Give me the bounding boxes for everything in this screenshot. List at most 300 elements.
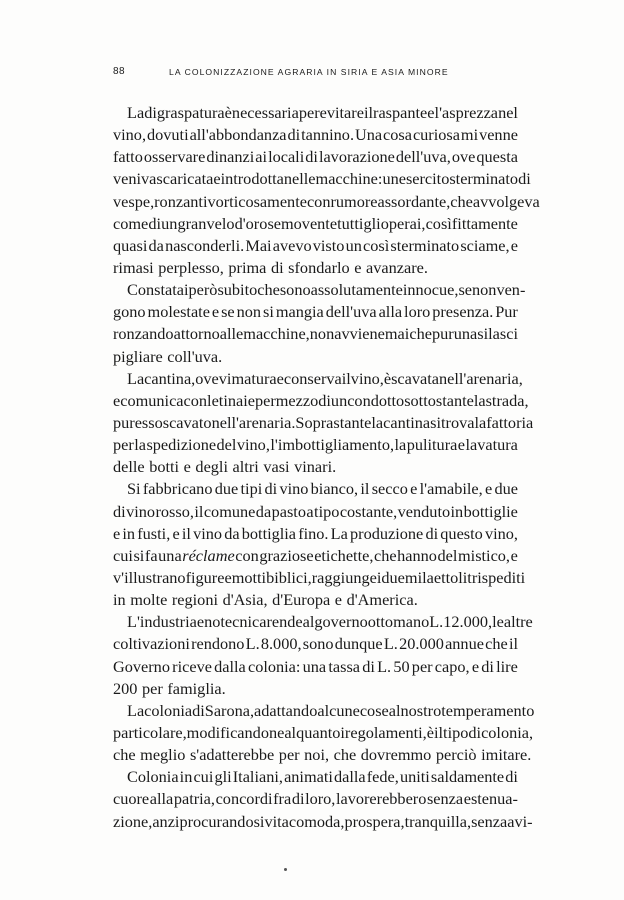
word: bottiglia xyxy=(241,523,297,543)
page-number: 88 xyxy=(113,66,126,77)
word: gli xyxy=(363,213,381,233)
word: fino. xyxy=(298,523,329,543)
word: rendono xyxy=(191,634,245,654)
word: il xyxy=(181,523,191,543)
word: scavato xyxy=(162,412,212,432)
word: meglio xyxy=(140,745,186,765)
word: dovremmo xyxy=(360,745,432,765)
word: vino, xyxy=(484,523,518,543)
word: concordi xyxy=(215,789,273,809)
word: il xyxy=(363,103,374,122)
word: ven- xyxy=(496,280,526,300)
word: tinaie xyxy=(218,390,255,410)
word: evitare xyxy=(319,103,364,122)
word: tipi xyxy=(240,479,263,499)
word: che xyxy=(450,191,473,211)
word: e xyxy=(113,523,121,543)
word: e xyxy=(211,302,220,322)
word: del xyxy=(216,435,237,455)
text-line xyxy=(113,744,532,766)
word: lavorazione xyxy=(318,147,395,167)
word: in xyxy=(113,590,126,610)
word: senza xyxy=(471,811,508,831)
word: il xyxy=(341,368,351,388)
word: si xyxy=(133,545,145,565)
word: alquanto xyxy=(284,722,341,742)
word: assordante, xyxy=(377,191,451,211)
word: patria, xyxy=(173,789,215,809)
word: che xyxy=(409,324,432,344)
word: strada, xyxy=(485,390,529,410)
word: per xyxy=(254,390,276,410)
word: La xyxy=(127,368,145,388)
word: cui xyxy=(113,545,133,565)
word: in xyxy=(450,501,464,521)
word: al xyxy=(302,612,315,632)
word: degli xyxy=(195,457,228,477)
word: colonia xyxy=(144,700,193,720)
word: ai xyxy=(255,147,268,167)
word: fittamente xyxy=(451,213,518,233)
word: cosa xyxy=(383,125,412,145)
word: vespe, xyxy=(113,191,155,211)
word: vinari. xyxy=(294,457,337,477)
text-line xyxy=(113,456,518,478)
word: non xyxy=(472,280,497,300)
word: biblici, xyxy=(266,567,312,587)
word: si xyxy=(430,412,442,432)
word: ronzanti xyxy=(154,191,208,211)
word: L'industria xyxy=(127,612,197,632)
word: ettolitri xyxy=(433,567,482,587)
word: annue xyxy=(445,634,484,654)
word: loro, xyxy=(305,789,336,809)
word: altre xyxy=(503,612,533,632)
word: non xyxy=(309,324,335,344)
word: però xyxy=(188,280,218,300)
word: l'imbottigliamento, xyxy=(270,435,395,455)
word: venne xyxy=(479,125,518,145)
word: nostro xyxy=(400,700,442,720)
word: che xyxy=(485,634,508,654)
word: macchine: xyxy=(315,169,383,189)
word: di xyxy=(468,722,482,742)
word: vino, xyxy=(350,368,384,388)
word: se xyxy=(458,280,473,300)
word: che xyxy=(113,745,136,765)
word: lire xyxy=(496,656,518,676)
word: e xyxy=(510,235,518,255)
word: di xyxy=(505,767,518,787)
word: Governo xyxy=(113,656,170,676)
word: e xyxy=(334,590,343,610)
word: condotto xyxy=(347,390,405,410)
word: tassa xyxy=(328,656,361,676)
word: per xyxy=(113,435,134,455)
word: sterminato xyxy=(449,169,519,189)
word: scavata xyxy=(391,368,439,388)
word: avi- xyxy=(507,811,533,831)
text-line xyxy=(113,611,533,633)
word: le xyxy=(207,390,219,410)
word: una xyxy=(453,324,478,344)
word: lasci xyxy=(488,324,518,344)
word: uniti xyxy=(399,767,430,787)
word: d'Asia, xyxy=(222,590,268,610)
word: da xyxy=(224,523,240,543)
word: vi xyxy=(218,368,232,388)
word: delle xyxy=(113,457,145,477)
word: le xyxy=(492,612,504,632)
word: dalla xyxy=(214,656,246,676)
word: in xyxy=(122,523,136,543)
word: gono xyxy=(113,302,146,322)
word: cui xyxy=(193,767,214,787)
word: pulitura xyxy=(406,435,458,455)
word: mezzo xyxy=(275,390,319,410)
word: colonia: xyxy=(247,656,301,676)
word: zione, xyxy=(113,811,153,831)
word: per xyxy=(141,678,163,698)
text-line xyxy=(113,434,518,456)
word: rumore xyxy=(330,191,378,211)
text-line xyxy=(113,700,535,722)
word: osservare xyxy=(143,147,206,167)
text-line xyxy=(113,656,518,678)
word: alle xyxy=(219,324,244,344)
word: ove xyxy=(195,368,219,388)
word: come xyxy=(113,213,149,233)
word: prima xyxy=(228,257,267,277)
word: all'abbondanza xyxy=(189,125,287,145)
word: vasi xyxy=(263,457,290,477)
print-speck xyxy=(284,868,287,871)
word: bottiglie xyxy=(463,501,518,521)
word: 8.000, xyxy=(260,634,302,654)
word: sono xyxy=(302,634,334,654)
word: Una xyxy=(354,125,383,145)
word: particolare, xyxy=(113,722,187,742)
word: nell'arenaria, xyxy=(438,368,523,388)
text-line xyxy=(113,567,526,589)
word: con xyxy=(306,191,331,211)
word: e xyxy=(427,103,435,122)
word: nelle xyxy=(283,169,316,189)
word: 200 xyxy=(113,678,138,698)
word: cantina, xyxy=(144,368,196,388)
word: procurandosi xyxy=(179,811,265,831)
text-line xyxy=(113,301,518,323)
word: visto xyxy=(312,235,345,255)
word: per xyxy=(411,656,433,676)
word: del xyxy=(437,545,458,565)
word: graziose xyxy=(259,545,314,565)
word: tranquilla, xyxy=(404,811,472,831)
word: di xyxy=(481,656,494,676)
word: che xyxy=(333,745,357,765)
text-line xyxy=(113,478,518,500)
text-line xyxy=(113,346,518,368)
word: famiglia. xyxy=(167,678,226,698)
word: 50 xyxy=(393,656,410,676)
word: anzi xyxy=(152,811,180,831)
word: due xyxy=(381,567,405,587)
word: pur xyxy=(431,324,454,344)
word: La xyxy=(330,523,348,543)
word: macchine, xyxy=(243,324,310,344)
word: che xyxy=(257,280,280,300)
word: avvolgeva xyxy=(472,191,540,211)
word: spediti xyxy=(481,567,526,587)
word: cose xyxy=(359,700,389,720)
word: e xyxy=(354,257,362,277)
word: e xyxy=(172,523,180,543)
word: motti xyxy=(231,567,267,587)
word: conserva xyxy=(283,368,342,388)
word: tutti xyxy=(337,213,364,233)
word: di xyxy=(287,125,301,145)
word: venduto xyxy=(397,501,451,521)
text-line xyxy=(113,545,518,567)
word: un xyxy=(330,390,348,410)
word: digraspatura xyxy=(144,103,225,122)
word: raggiunge xyxy=(311,567,377,587)
word: 20.000 xyxy=(399,634,444,654)
word: mistico, xyxy=(458,545,511,565)
word: di xyxy=(113,501,126,521)
word: esercito xyxy=(398,169,450,189)
word: di xyxy=(305,147,318,167)
text-line xyxy=(113,257,518,279)
word: rimasi xyxy=(113,257,154,277)
word: così xyxy=(363,235,390,255)
text-line xyxy=(113,146,518,168)
word: questo xyxy=(440,523,483,543)
word: d'America. xyxy=(346,590,418,610)
word: estenua- xyxy=(463,789,518,809)
word: alla xyxy=(149,789,174,809)
word: e xyxy=(457,435,466,455)
word: locali xyxy=(268,147,305,167)
word: una xyxy=(158,545,182,565)
word: governo xyxy=(314,612,368,632)
word: attorno xyxy=(173,324,220,344)
word: di xyxy=(291,789,305,809)
word: sfondarlo xyxy=(288,257,350,277)
word: così xyxy=(425,213,452,233)
word: per xyxy=(278,745,300,765)
word: L. xyxy=(377,656,392,676)
word: curiosa xyxy=(412,125,460,145)
word: si xyxy=(477,324,489,344)
word: l'asprezza xyxy=(434,103,499,122)
text-line xyxy=(113,191,540,213)
word: trova xyxy=(441,412,475,432)
word: hanno xyxy=(397,545,437,565)
word: fatto xyxy=(113,147,143,167)
word: semovente xyxy=(267,213,338,233)
word: animati xyxy=(284,767,333,787)
word: l'amabile, xyxy=(419,479,483,499)
word: al xyxy=(388,700,401,720)
word: colonia, xyxy=(481,722,534,742)
word: di xyxy=(148,213,162,233)
word: assolutamente xyxy=(310,280,403,300)
word: pur xyxy=(113,412,135,432)
word: lavorerebbero xyxy=(335,789,427,809)
word: fede, xyxy=(366,767,399,787)
text-line xyxy=(113,124,518,146)
word: enotecnica xyxy=(196,612,267,632)
text-line xyxy=(113,589,518,611)
word: botti xyxy=(149,457,180,477)
word: è xyxy=(426,722,434,742)
body-text xyxy=(113,102,540,833)
word: il xyxy=(433,722,444,742)
word: vino xyxy=(193,523,223,543)
word: secco xyxy=(371,479,408,499)
word: L. xyxy=(383,634,398,654)
word: vorticosamente xyxy=(207,191,307,211)
text-line xyxy=(113,102,518,124)
word: coltivazioni xyxy=(113,634,190,654)
word: avviene xyxy=(334,324,385,344)
word: cantina xyxy=(383,412,431,432)
word: prospera, xyxy=(344,811,405,831)
word: e xyxy=(276,368,284,388)
word: dovuti xyxy=(146,125,189,145)
word: La xyxy=(127,700,145,720)
word: adattando xyxy=(254,700,318,720)
word: d'oro xyxy=(234,213,268,233)
word: Sarona, xyxy=(204,700,255,720)
word: Colonia xyxy=(127,767,179,787)
word: a xyxy=(306,501,314,521)
word: fattoria xyxy=(486,412,534,432)
word: il xyxy=(508,634,518,654)
page-header xyxy=(113,66,518,82)
word: velo xyxy=(206,213,235,233)
word: la xyxy=(371,412,384,432)
word: v'illustrano xyxy=(113,567,186,587)
word: subito xyxy=(217,280,258,300)
word: molestate xyxy=(147,302,210,322)
word: la xyxy=(473,390,486,410)
word: regolamenti, xyxy=(344,722,427,742)
word: due xyxy=(494,479,518,499)
word: vino, xyxy=(236,435,270,455)
text-line xyxy=(113,766,518,788)
word: avanzare. xyxy=(366,257,428,277)
word: s'adatterebbe xyxy=(189,745,275,765)
word: in xyxy=(179,767,193,787)
word: vita xyxy=(264,811,289,831)
word: spedizione xyxy=(146,435,217,455)
word: e xyxy=(213,169,221,189)
word: bianco, xyxy=(310,479,359,499)
word: quasi xyxy=(113,235,148,255)
word: sono xyxy=(279,280,311,300)
word: capo, xyxy=(434,656,470,676)
word: fra xyxy=(273,789,292,809)
word: esso xyxy=(134,412,163,432)
word: necessaria xyxy=(231,103,299,122)
word: due xyxy=(214,479,239,499)
word: questa xyxy=(476,147,518,167)
word: e xyxy=(510,545,518,565)
word: di xyxy=(518,169,531,189)
word: un xyxy=(382,169,399,189)
word: matura xyxy=(231,368,277,388)
word: L. xyxy=(245,634,260,654)
word: per xyxy=(298,103,320,122)
word: dunque xyxy=(334,634,383,654)
word: comoda, xyxy=(288,811,345,831)
text-line xyxy=(113,213,518,235)
text-line xyxy=(113,811,533,833)
word: sottostante xyxy=(404,390,474,410)
word: regioni xyxy=(171,590,218,610)
word: modificandone xyxy=(186,722,285,742)
word: da xyxy=(148,235,164,255)
word: da xyxy=(255,501,272,521)
word: temperamento xyxy=(441,700,535,720)
word: avevo xyxy=(272,235,312,255)
word: produzione xyxy=(350,523,424,543)
word: di xyxy=(362,656,375,676)
word: una xyxy=(302,656,327,676)
word: mai xyxy=(384,324,410,344)
word: costante, xyxy=(339,501,398,521)
word: ove xyxy=(451,147,476,167)
word: réclame xyxy=(182,545,235,565)
word: i xyxy=(376,567,382,587)
word: che xyxy=(373,545,397,565)
word: alcune xyxy=(317,700,360,720)
word: e xyxy=(471,656,480,676)
word: nasconderli. xyxy=(165,235,245,255)
word: fabbricano xyxy=(142,479,213,499)
word: dinanzi xyxy=(206,147,255,167)
word: il xyxy=(360,479,370,499)
word: la xyxy=(394,435,407,455)
text-line xyxy=(113,788,518,810)
word: nel xyxy=(498,103,518,122)
text-line xyxy=(113,323,518,345)
word: figure xyxy=(185,567,225,587)
word: introdotta xyxy=(220,169,284,189)
word: etichette, xyxy=(314,545,374,565)
text-line xyxy=(113,412,534,434)
word: Constatai xyxy=(127,280,189,300)
word: mila xyxy=(404,567,434,587)
word: ronzando xyxy=(113,324,174,344)
word: gran xyxy=(177,213,207,233)
word: comunica xyxy=(120,390,184,410)
word: di xyxy=(192,700,205,720)
word: tipo xyxy=(443,722,469,742)
word: 12.000, xyxy=(443,612,493,632)
word: si xyxy=(263,302,274,322)
word: presenza. xyxy=(432,302,494,322)
word: Italiani, xyxy=(232,767,283,787)
word: La xyxy=(127,103,145,122)
word: vino xyxy=(279,479,309,499)
word: perciò xyxy=(435,745,477,765)
text-line xyxy=(113,368,523,390)
word: il xyxy=(194,501,204,521)
word: riceve xyxy=(172,656,212,676)
